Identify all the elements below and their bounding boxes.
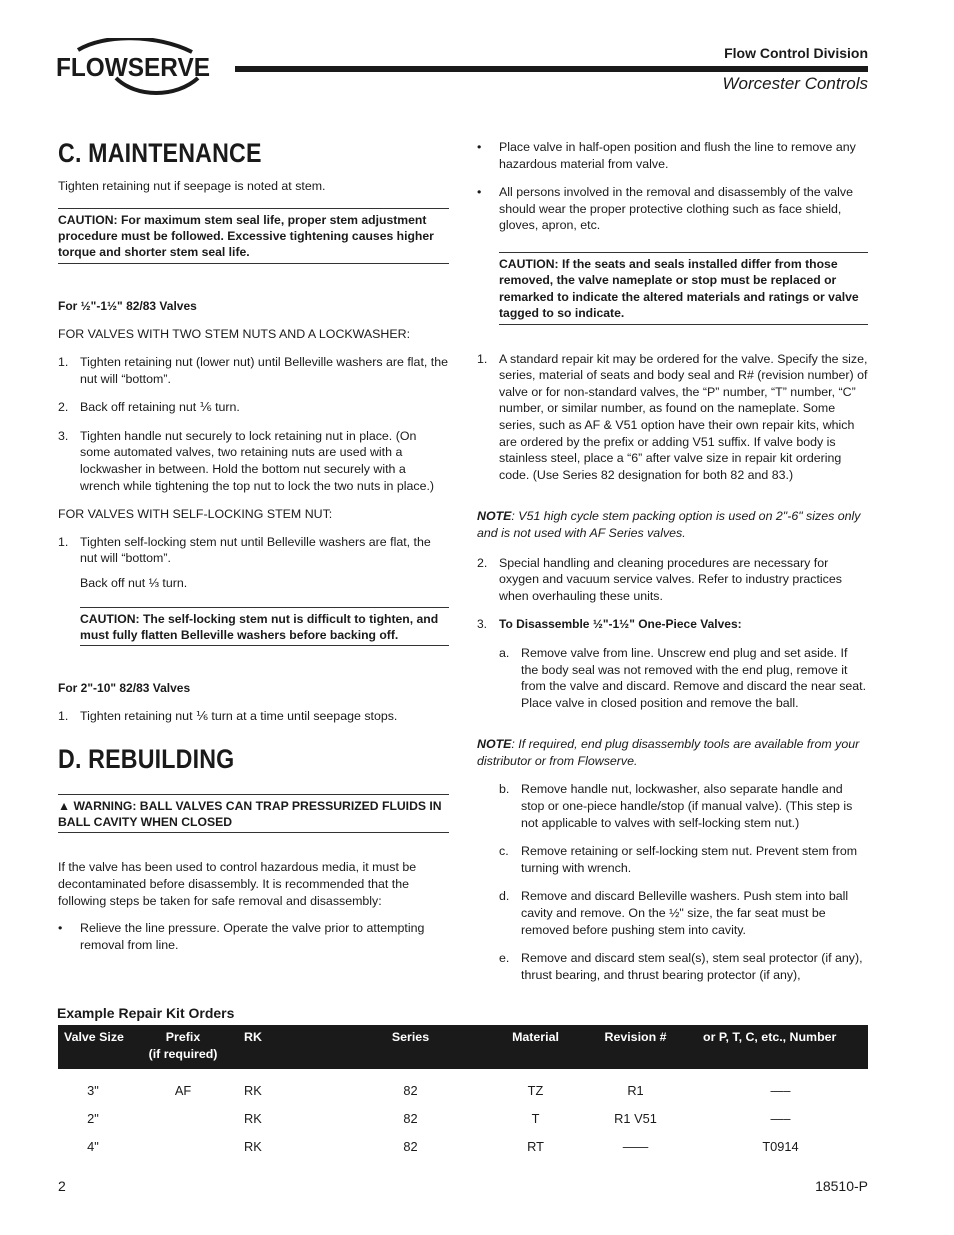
cell: —– [770, 1110, 791, 1126]
table-row [58, 1077, 868, 1105]
list-item: 1. A standard repair kit may be ordered for the valve. Specify the size, series, material of seats and body seal and R# (revision number) of valve or for non-standard valves, the “P” number, “T” number, “C” number, or similar number, as found on the nameplate. Some series, such as AF & V51 option have their own repair kits, which are ordered by the prefix or adding V51 suffix. If valve body is stainless steel, place a “6” after valve size in repair kit ordering code. (Use Series 82 designation for both 82 and 83.) [477, 351, 868, 482]
document-number: 18510-P [815, 1178, 868, 1194]
cell [128, 1133, 238, 1161]
list-item: 1. Tighten retaining nut ⅙ turn at a time until seepage stops. [58, 708, 398, 723]
col-number: or P, T, C, etc., Number [703, 1030, 837, 1044]
list-item: • Relieve the line pressure. Operate the valve prior to attempting removal from line. [58, 921, 425, 952]
division-title: Flow Control Division [724, 45, 868, 61]
subheading-large-valves: For 2"-10" 82/83 Valves [58, 681, 191, 696]
table-row [58, 1133, 868, 1161]
list-item: b. Remove handle nut, lockwasher, also separate handle and stop or one-piece handle/stop (if manual valve). (This step is not applicable to valves with self-locking stem nut.) [499, 782, 853, 830]
list-item: 1. Tighten self-locking stem nut until Belleville washers are flat, the nut will “bottom”. [58, 534, 431, 566]
warning-triangle-icon: ▲ [58, 798, 74, 813]
cell: 2" [87, 1110, 99, 1126]
list-item: 2. Back off retaining nut ⅙ turn. [58, 400, 240, 415]
list-item: • All persons involved in the removal and disassembly of the valve should wear the proper protective clothing such as face shield, gloves, apron, etc. [477, 185, 854, 233]
repair-kit-table [58, 1025, 868, 1161]
self-lock-back-off: Back off nut ⅓ turn. [80, 575, 188, 590]
col-prefix: Prefix (if required) [148, 1030, 218, 1061]
caution-self-locking: CAUTION: The self-locking stem nut is difficult to tighten, and must fully flatten Belleville washers before backing off. [80, 607, 449, 647]
warning-ball-valves: ▲ WARNING: BALL VALVES CAN TRAP PRESSURIZED FLUIDS IN BALL CAVITY WHEN CLOSED [58, 794, 449, 834]
kit-table-title: Example Repair Kit Orders [57, 1005, 235, 1021]
cell: T [531, 1110, 540, 1126]
list-item: d. Remove and discard Belleville washers. Push stem into ball cavity and remove. On the ½" size, the far seat must be removed before pushing stem into cavity. [499, 889, 849, 937]
cell: 4" [87, 1138, 99, 1154]
cell: 82 [403, 1138, 418, 1154]
col-series: Series [391, 1030, 430, 1044]
list-item: c. Remove retaining or self-locking stem nut. Prevent stem from turning with wrench. [499, 844, 858, 875]
header-rule [235, 66, 868, 72]
col-rk: RK [244, 1030, 262, 1044]
col-revision: Revision # [604, 1030, 667, 1044]
col-material: Material [512, 1030, 559, 1044]
list-item: 3. Tighten handle nut securely to lock retaining nut in place. (On some automated valves, two retaining nuts are used with a lockwasher in between. Hold the bottom nut securely with a wrench while tightening the top nut to lock the two nuts in place.) [58, 428, 435, 493]
table-header-row [58, 1025, 868, 1069]
cell [128, 1105, 238, 1133]
cell: —– [770, 1082, 791, 1098]
brand-wordmark: FLOWSERVE [56, 52, 210, 82]
cell: R1 [627, 1082, 644, 1098]
cell: TZ [527, 1082, 544, 1098]
cell: 82 [403, 1110, 418, 1126]
list-item: e. Remove and discard stem seal(s), stem seal protector (if any), thrust bearing, and thrust bearing protector (if any), [499, 951, 863, 982]
cell: RK [244, 1138, 262, 1154]
right-column [477, 139, 868, 983]
cell: —— [622, 1138, 649, 1154]
rebuilding-intro: If the valve has been used to control hazardous media, it must be decontaminated before disassembly. It is recommended that the following steps be taken for safe removal and disassembly: [58, 860, 417, 908]
table-row [58, 1105, 868, 1133]
list-item: 1. Tighten retaining nut (lower nut) until Belleville washers are flat, the nut will “bottom”. [58, 355, 449, 386]
self-lock-heading: FOR VALVES WITH SELF-LOCKING STEM NUT: [58, 507, 333, 522]
list-item: 2. Special handling and cleaning procedures are necessary for oxygen and vacuum service valves. Refer to industry practices when overhauling these units. [477, 555, 842, 603]
note-end-plug-tools: NOTE: If required, end plug disassembly tools are available from your distributor or from Flowserve. [477, 737, 860, 768]
caution-stem-seal: CAUTION: For maximum stem seal life, proper stem adjustment procedure must be followed. Excessive tightening causes higher torque and shorter stem seal life. [58, 208, 449, 264]
flowserve-logo [56, 38, 216, 100]
list-item: a. Remove valve from line. Unscrew end plug and set aside. If the body seal was not removed with the end plug, remove it from the valve and discard. Remove and discard the near seat. Place valve in closed position and remove the ball. [499, 645, 867, 710]
col-valve-size: Valve Size [64, 1030, 124, 1044]
cell: 3" [87, 1082, 99, 1098]
cell: RK [244, 1110, 262, 1126]
list-item: • Place valve in half-open position and flush the line to remove any hazardous material from valve. [477, 140, 856, 171]
subdivision-title: Worcester Controls [722, 74, 868, 93]
subheading-small-valves: For ½"-1½" 82/83 Valves [58, 298, 197, 313]
cell: AF [174, 1082, 192, 1098]
cell: RK [244, 1082, 262, 1098]
maintenance-heading: C. MAINTENANCE [58, 138, 262, 168]
cell: 82 [403, 1082, 418, 1098]
page-number: 2 [58, 1178, 66, 1194]
rebuilding-heading: D. REBUILDING [58, 743, 235, 774]
list-item: 3. To Disassemble ½"-1½" One-Piece Valves: [477, 617, 742, 632]
cell: T0914 [762, 1138, 799, 1154]
note-v51: NOTE: V51 high cycle stem packing option is used on 2"-6" sizes only and is not used with AF Series valves. [477, 509, 861, 540]
cell: RT [527, 1138, 544, 1154]
left-column [58, 138, 449, 953]
two-nuts-heading: FOR VALVES WITH TWO STEM NUTS AND A LOCKWASHER: [58, 327, 411, 342]
maintenance-intro: Tighten retaining nut if seepage is noted at stem. [58, 179, 326, 193]
cell: R1 V51 [614, 1110, 657, 1126]
caution-seats-seals: CAUTION: If the seats and seals installed differ from those removed, the valve nameplate or stop must be replaced or remarked to indicate the altered materials and ratings or valve tagged to so indicate. [499, 252, 868, 325]
